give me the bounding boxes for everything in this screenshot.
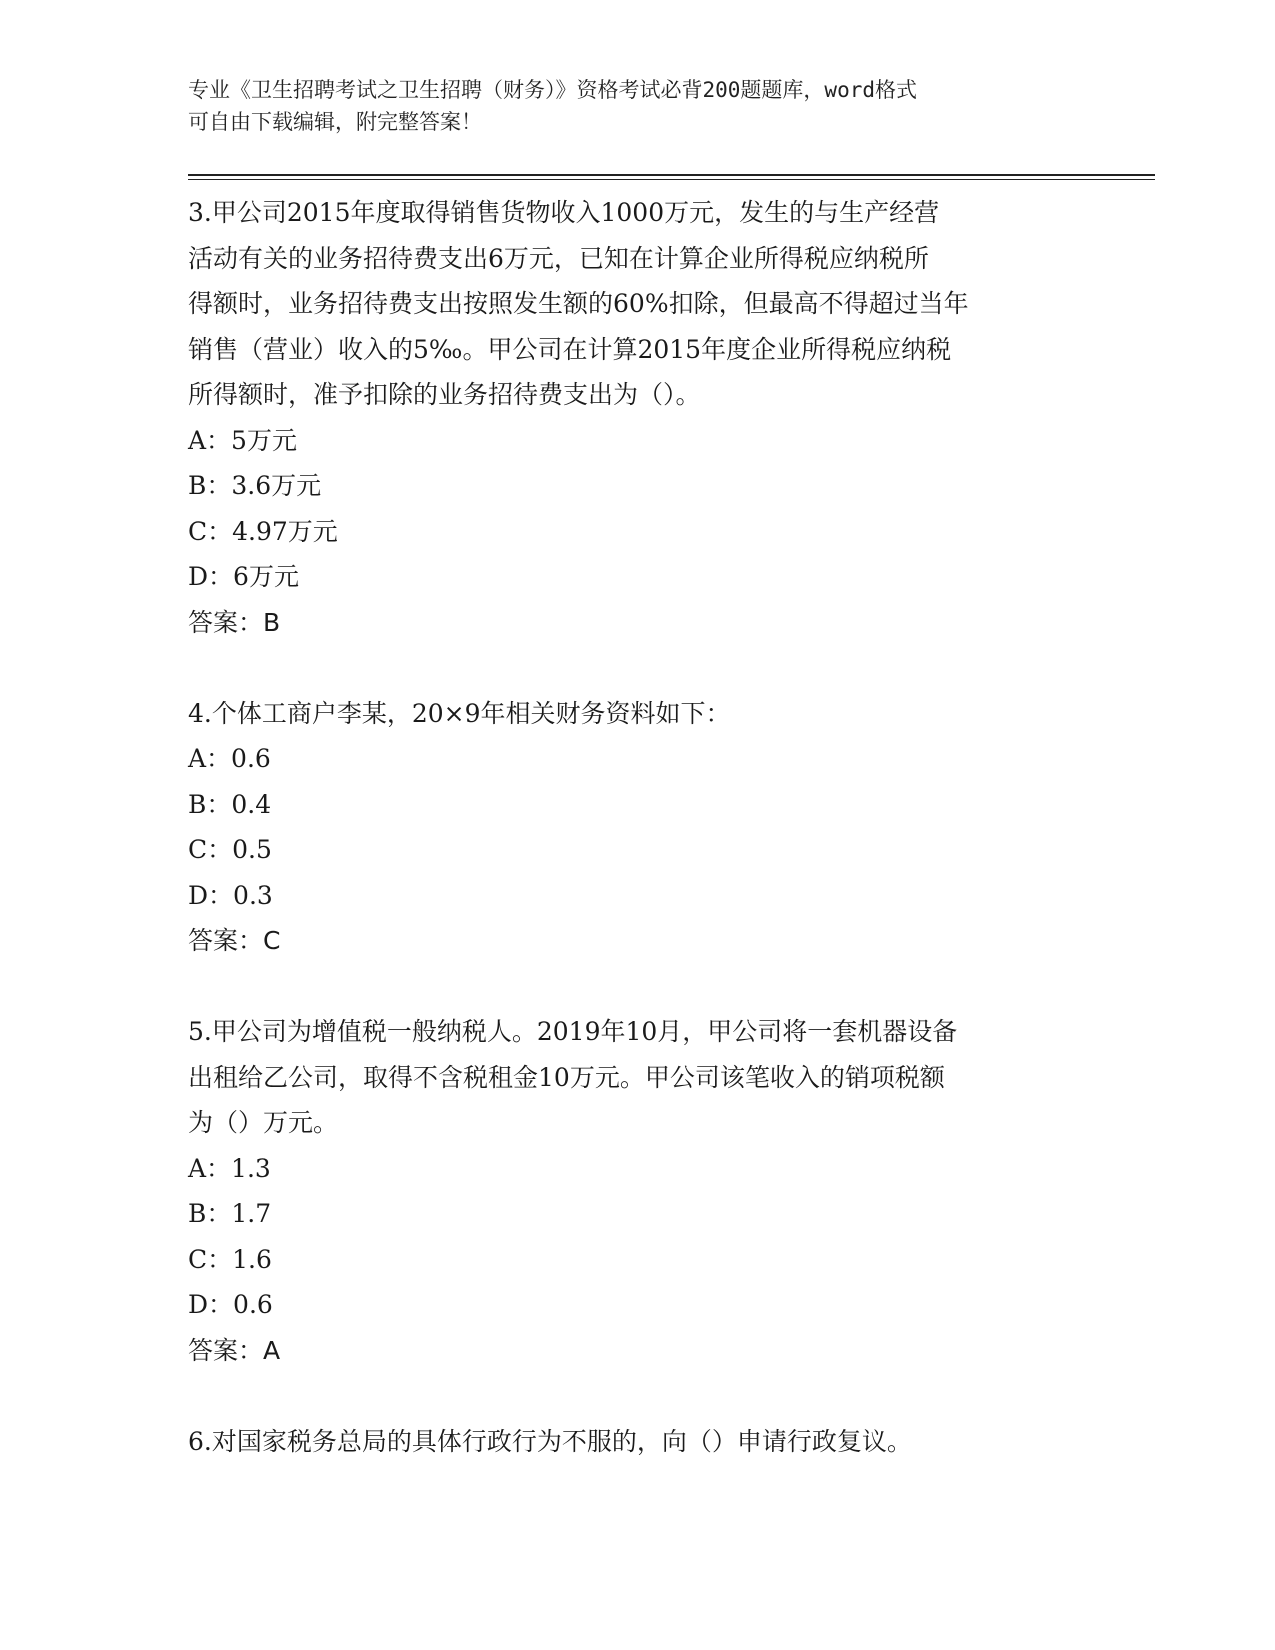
question-line: 6.对国家税务总局的具体行政行为不服的，向（）申请行政复议。 xyxy=(188,1426,912,1456)
spacer xyxy=(188,645,1088,691)
question-line: 销售（营业）收入的5‰。甲公司在计算2015年度企业所得税应纳税 xyxy=(188,334,952,364)
question-line: 4.个体工商户李某，20×9年相关财务资料如下： xyxy=(188,698,731,728)
question-line: 得额时，业务招待费支出按照发生额的60%扣除，但最高不得超过当年 xyxy=(188,289,969,318)
option-c: C：1.6 xyxy=(188,1244,272,1274)
header-divider-thin xyxy=(188,179,1155,180)
question-line: 活动有关的业务招待费支出6万元，已知在计算企业所得税应纳税所 xyxy=(188,243,929,273)
answer-label: 答案：A xyxy=(188,1335,281,1365)
option-d: D：0.6 xyxy=(188,1290,273,1319)
question-5-text xyxy=(188,1009,1088,1146)
header-line-1: 专业《卫生招聘考试之卫生招聘（财务）》资格考试必背200题题库，word格式 xyxy=(188,78,917,102)
option-b: B：1.7 xyxy=(188,1199,272,1228)
header-divider-thick xyxy=(188,174,1155,176)
option-a: A：1.3 xyxy=(188,1153,271,1183)
question-line: 5.甲公司为增值税一般纳税人。2019年10月，甲公司将一套机器设备 xyxy=(188,1017,958,1046)
answer-label: 答案：C xyxy=(188,926,281,955)
question-6-text xyxy=(188,1419,1088,1465)
question-5 xyxy=(188,1009,1088,1373)
question-line: 3.甲公司2015年度取得销售货物收入1000万元，发生的与生产经营 xyxy=(188,198,940,227)
question-line: 所得额时，准予扣除的业务招待费支出为（）。 xyxy=(188,380,701,409)
header-line-2: 可自由下载编辑，附完整答案！ xyxy=(188,110,482,134)
spacer xyxy=(188,964,1088,1010)
question-4 xyxy=(188,691,1088,964)
question-3-text xyxy=(188,190,1088,418)
option-a: A：5万元 xyxy=(188,425,297,455)
question-3 xyxy=(188,190,1088,645)
option-b: B：3.6万元 xyxy=(188,471,322,500)
option-d: D：6万元 xyxy=(188,562,299,591)
option-c: C：0.5 xyxy=(188,835,272,864)
option-b: B：0.4 xyxy=(188,789,272,819)
document-header xyxy=(188,74,1088,138)
question-line: 为（）万元。 xyxy=(188,1108,339,1137)
question-6 xyxy=(188,1419,1088,1465)
option-d: D：0.3 xyxy=(188,880,273,910)
option-a: A：0.6 xyxy=(188,744,271,773)
answer-label: 答案：B xyxy=(188,607,281,637)
question-list xyxy=(188,190,1088,1464)
question-4-text xyxy=(188,691,1088,737)
spacer xyxy=(188,1373,1088,1419)
question-line: 出租给乙公司，取得不含税租金10万元。甲公司该笔收入的销项税额 xyxy=(188,1062,945,1092)
option-c: C：4.97万元 xyxy=(188,516,338,546)
